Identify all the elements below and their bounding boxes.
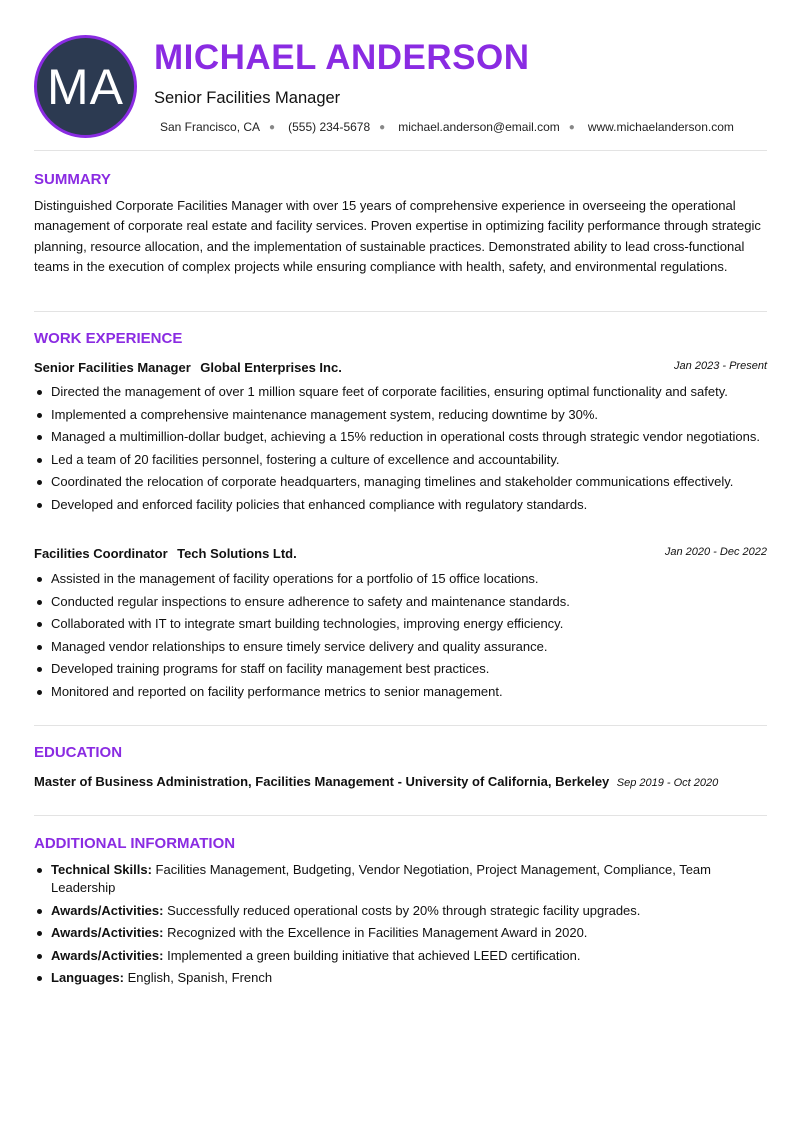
separator-dot-icon: ●	[269, 121, 276, 133]
section-divider	[34, 311, 767, 312]
job-dates: Jan 2023 - Present	[674, 360, 767, 372]
contact-location: San Francisco, CA	[160, 120, 261, 134]
list-item: Managed vendor relationships to ensure timely service delivery and quality assurance.	[34, 638, 767, 656]
education-dates: Sep 2019 - Oct 2020	[616, 777, 719, 789]
item-label: Languages:	[51, 970, 124, 985]
education-heading: EDUCATION	[34, 744, 123, 761]
education-degree: Master of Business Administration, Facilities Management - University of California, Berkeley	[34, 774, 610, 789]
job-header	[34, 359, 767, 377]
contact-email[interactable]: michael.anderson@email.com	[398, 120, 560, 134]
contact-phone: (555) 234-5678	[288, 120, 371, 134]
contact-line	[160, 120, 734, 134]
education-entry	[34, 773, 774, 791]
job-company: Global Enterprises Inc.	[200, 360, 342, 375]
list-item: Coordinated the relocation of corporate headquarters, managing timelines and stakeholder communications effectively.	[34, 473, 767, 491]
contact-website[interactable]: www.michaelanderson.com	[587, 120, 734, 134]
separator-dot-icon: ●	[379, 121, 386, 133]
item-text: Recognized with the Excellence in Facilities Management Award in 2020.	[163, 925, 588, 940]
item-text: English, Spanish, French	[123, 970, 273, 985]
separator-dot-icon: ●	[568, 121, 575, 133]
summary-text: Distinguished Corporate Facilities Manager with over 15 years of comprehensive experience in overseeing the operational management of corporate real estate and facility services. Proven expertise in optimizing facility performance through strategic planning, resource allocation, and the implementation of sustainable practices. Demonstrated ability to lead cross-functional teams in the execution of complex projects while ensuring compliance with health, safety, and environmental regulations.	[34, 198, 761, 274]
list-item: Assisted in the management of facility operations for a portfolio of 15 office locations.	[34, 570, 767, 588]
job-bullets	[34, 383, 767, 518]
job-bullets	[34, 570, 767, 705]
list-item	[34, 924, 767, 942]
list-item: Collaborated with IT to integrate smart building technologies, improving energy efficiency.	[34, 615, 767, 633]
list-item	[34, 947, 767, 965]
list-item	[34, 902, 767, 920]
item-text: Successfully reduced operational costs by 20% through strategic facility upgrades.	[163, 902, 641, 918]
job-dates: Jan 2020 - Dec 2022	[664, 546, 767, 558]
section-divider	[34, 725, 767, 726]
candidate-title: Senior Facilities Manager	[154, 89, 341, 107]
list-item: Developed and enforced facility policies that enhanced compliance with regulatory standards.	[34, 496, 767, 514]
avatar-initials: MA	[47, 58, 124, 115]
job-role: Facilities Coordinator	[34, 546, 168, 561]
candidate-name: MICHAEL ANDERSON	[154, 38, 530, 77]
list-item: Led a team of 20 facilities personnel, fostering a culture of excellence and accountability.	[34, 451, 767, 469]
job-role: Senior Facilities Manager	[34, 360, 191, 375]
list-item: Conducted regular inspections to ensure adherence to safety and maintenance standards.	[34, 593, 767, 611]
additional-list	[34, 861, 767, 992]
item-text: Implemented a green building initiative that achieved LEED certification.	[163, 947, 581, 963]
section-divider	[34, 815, 767, 816]
experience-heading: WORK EXPERIENCE	[34, 330, 183, 347]
list-item: Developed training programs for staff on facility management best practices.	[34, 660, 767, 678]
list-item: Monitored and reported on facility performance metrics to senior management.	[34, 683, 767, 701]
list-item	[34, 969, 767, 987]
avatar	[34, 35, 137, 138]
section-divider	[34, 150, 767, 151]
item-label: Awards/Activities:	[51, 947, 164, 963]
additional-heading: ADDITIONAL INFORMATION	[34, 835, 236, 852]
summary-heading: SUMMARY	[34, 171, 111, 188]
item-label: Awards/Activities:	[51, 902, 164, 918]
item-text: Facilities Management, Budgeting, Vendor Negotiation, Project Management, Compliance, Team Leadership	[51, 862, 711, 895]
item-label: Technical Skills:	[51, 862, 152, 877]
list-item: Managed a multimillion-dollar budget, achieving a 15% reduction in operational costs through strategic vendor negotiations.	[34, 428, 767, 446]
job-header	[34, 545, 767, 563]
list-item: Directed the management of over 1 million square feet of corporate facilities, ensuring optimal functionality and safety.	[34, 383, 767, 401]
item-label: Awards/Activities:	[51, 925, 164, 940]
list-item: Implemented a comprehensive maintenance management system, reducing downtime by 30%.	[34, 406, 767, 424]
list-item	[34, 861, 767, 897]
job-company: Tech Solutions Ltd.	[177, 546, 297, 561]
